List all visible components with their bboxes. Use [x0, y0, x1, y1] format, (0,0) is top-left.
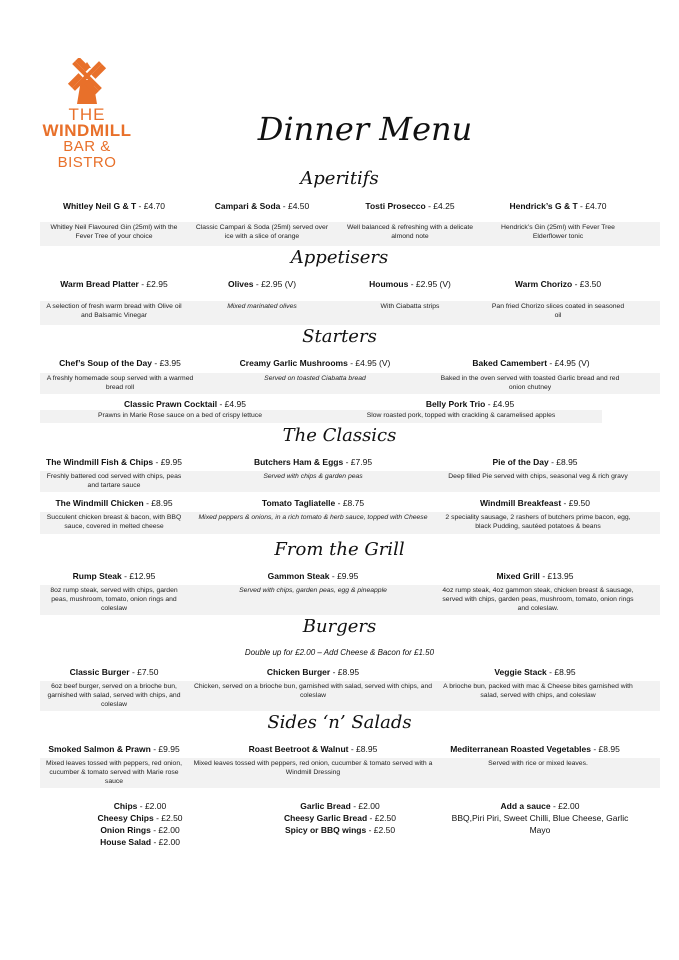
- classics-desc-band-2: [40, 512, 660, 534]
- side-item: Garlic Bread - £2.00: [300, 801, 380, 811]
- dish-title: Classic Prawn Cocktail - £4.95: [124, 399, 246, 409]
- aperitifs-desc-band: [40, 222, 660, 246]
- dish-title: Veggie Stack - £8.95: [494, 667, 576, 677]
- sides-col-3: [440, 800, 640, 848]
- dish-title: Mixed Grill - £13.95: [496, 571, 574, 581]
- dish-description: Freshly battered cod served with chips, peas and tartare sauce: [46, 473, 182, 489]
- section-heading-appetisers: Appetisers: [290, 247, 389, 268]
- dish-title: Pie of the Day - £8.95: [492, 457, 578, 467]
- dish-title: Chicken Burger - £8.95: [266, 667, 360, 677]
- section-heading-sides: Sides ‘n’ Salads: [267, 712, 412, 733]
- starters-names-row-2: [40, 399, 632, 410]
- dish-description: Prawns in Marie Rose sauce on a bed of crispy lettuce: [98, 412, 262, 419]
- dish-title: The Windmill Fish & Chips - £9.95: [46, 457, 182, 467]
- dish-description: Served with rice or mixed leaves.: [488, 760, 588, 767]
- burgers-names-row: [40, 667, 632, 678]
- logo-windmill: WINDMILL: [42, 121, 132, 140]
- side-item: Onion Rings - £2.00: [100, 825, 180, 835]
- logo: [38, 58, 136, 171]
- section-heading-starters: Starters: [302, 326, 377, 347]
- section-heading-grill: From the Grill: [274, 539, 405, 560]
- dish-title: Belly Pork Trio - £4.95: [425, 399, 515, 409]
- dish-title: Hendrick’s G & T - £4.70: [509, 201, 607, 211]
- dish-title: Campari & Soda - £4.50: [214, 201, 310, 211]
- dish-description: Mixed marinated olives: [227, 303, 297, 310]
- dish-description: Classic Campari & Soda (25ml) served over ice with a slice of orange: [195, 224, 329, 240]
- dish-description: Pan fried Chorizo slices coated in seasoned oil: [491, 303, 625, 319]
- dish-description: Whitley Neil Flavoured Gin (25ml) with the Fever Tree of your choice: [50, 224, 178, 240]
- salads-names-row: [40, 744, 632, 755]
- logo-bar-bistro: BAR & BISTRO: [57, 138, 117, 171]
- side-item: Cheesy Chips - £2.50: [97, 813, 183, 823]
- sides-col-2: [240, 800, 440, 848]
- dish-description: Succulent chicken breast & bacon, with BBQ sauce, covered in melted cheese: [46, 514, 182, 530]
- dish-title: Warm Bread Platter - £2.95: [60, 279, 168, 289]
- section-heading-burgers: Burgers: [302, 616, 377, 637]
- dish-title: Roast Beetroot & Walnut - £8.95: [248, 744, 378, 754]
- dish-description: Mixed peppers & onions, in a rich tomato & herb sauce, topped with Cheese: [198, 514, 428, 521]
- dish-title: Smoked Salmon & Prawn - £9.95: [48, 744, 180, 754]
- logo-the: THE: [68, 105, 106, 124]
- menu-title: Dinner Menu: [257, 110, 473, 148]
- dish-title: Baked Camembert - £4.95 (V): [472, 358, 590, 368]
- grill-names-row: [40, 571, 632, 582]
- dish-description: Served with chips & garden peas: [263, 473, 363, 480]
- dish-title: Gammon Steak - £9.95: [267, 571, 359, 581]
- dish-description: Slow roasted pork, topped with crackling & caramelised apples: [366, 412, 556, 419]
- classics-names-row-2: [40, 498, 632, 509]
- dish-title: Tosti Prosecco - £4.25: [365, 201, 455, 211]
- dish-description: 4oz rump steak, 4oz gammon steak, chicken breast & sausage, served with chips, garden peas, mushroom, tomato, onion rings and coleslaw.: [442, 587, 634, 612]
- dish-title: Tomato Tagliatelle - £8.75: [261, 498, 365, 508]
- starters-names-row-1: [40, 358, 632, 369]
- side-item: House Salad - £2.00: [100, 837, 180, 847]
- sides-extras: [40, 800, 640, 848]
- sauce-options: BBQ,Piri Piri, Sweet Chilli, Blue Cheese, Garlic Mayo: [451, 813, 629, 835]
- starters-desc-band-2: [40, 410, 602, 423]
- dish-description: Mixed leaves tossed with peppers, red onion, cucumber & tomato served with a Windmill Dressing: [193, 760, 433, 776]
- section-heading-aperitifs: Aperitifs: [300, 168, 379, 189]
- classics-desc-band-1: [40, 471, 660, 492]
- dish-description: A brioche bun, packed with mac & Cheese bites garnished with salad, served with chips, and coleslaw: [443, 683, 633, 699]
- dish-description: Chicken, served on a brioche bun, garnished with salad, served with chips, and coleslaw: [193, 683, 433, 699]
- dish-title: Butchers Ham & Eggs - £7.95: [253, 457, 373, 467]
- dish-description: Hendrick’s Gin (25ml) with Fever Tree Elderflower tonic: [501, 224, 615, 240]
- grill-desc-band: [40, 585, 660, 615]
- dish-description: 6oz beef burger, served on a brioche bun, garnished with salad, served with chips, and coleslaw: [47, 683, 181, 708]
- dish-description: Served with chips, garden peas, egg & pineapple: [239, 587, 387, 594]
- dish-description: 2 speciality sausage, 2 rashers of butchers prime bacon, egg, black Pudding, sautéed potatoes & beans: [445, 514, 631, 530]
- starters-desc-band-1: [40, 373, 660, 394]
- aperitifs-names-row: [40, 201, 632, 212]
- section-heading-classics: The Classics: [282, 425, 397, 446]
- dish-description: Deep filled Pie served with chips, seasonal veg & rich gravy: [448, 473, 628, 480]
- dish-description: 8oz rump steak, served with chips, garden peas, mushroom, tomato, onion rings and coleslaw: [50, 587, 178, 612]
- dish-title: The Windmill Chicken - £8.95: [55, 498, 173, 508]
- dish-description: With Ciabatta strips: [380, 303, 440, 310]
- dish-title: Classic Burger - £7.50: [69, 667, 159, 677]
- dish-title: Whitley Neil G & T - £4.70: [62, 201, 166, 211]
- dish-title: Chef’s Soup of the Day - £3.95: [59, 358, 181, 368]
- side-item: Chips - £2.00: [113, 801, 167, 811]
- side-item: Cheesy Garlic Bread - £2.50: [284, 813, 396, 823]
- classics-names-row-1: [40, 457, 632, 468]
- salads-desc-band: [40, 758, 660, 788]
- burgers-note: Double up for £2.00 – Add Cheese & Bacon for £1.50: [244, 648, 435, 657]
- dish-title: Mediterranean Roasted Vegetables - £8.95: [450, 744, 620, 754]
- dish-description: Mixed leaves tossed with peppers, red onion, cucumber & tomato served with Marie rose sauce: [45, 760, 182, 785]
- side-item: Add a sauce - £2.00: [500, 801, 580, 811]
- dish-title: Houmous - £2.95 (V): [369, 279, 451, 289]
- dish-title: Rump Steak - £12.95: [72, 571, 156, 581]
- dish-title: Olives - £2.95 (V): [227, 279, 297, 289]
- dish-description: Well balanced & refreshing with a delicate almond note: [346, 224, 474, 240]
- dish-title: Creamy Garlic Mushrooms - £4.95 (V): [239, 358, 391, 368]
- windmill-icon: [59, 58, 115, 104]
- dish-title: Warm Chorizo - £3.50: [514, 279, 602, 289]
- dish-title: Windmill Breakfeast - £9.50: [479, 498, 590, 508]
- sides-col-1: [40, 800, 240, 848]
- dish-description: Baked in the oven served with toasted Garlic bread and red onion chutney: [440, 375, 620, 391]
- dish-description: Served on toasted Ciabatta bread: [264, 375, 366, 382]
- burgers-desc-band: [40, 681, 660, 711]
- appetisers-names-row: [40, 279, 632, 290]
- dish-description: A freshly homemade soup served with a warmed bread roll: [46, 375, 194, 391]
- appetisers-desc-band: [40, 301, 660, 325]
- dish-description: A selection of fresh warm bread with Olive oil and Balsamic Vinegar: [46, 303, 182, 319]
- side-item: Spicy or BBQ wings - £2.50: [284, 825, 396, 835]
